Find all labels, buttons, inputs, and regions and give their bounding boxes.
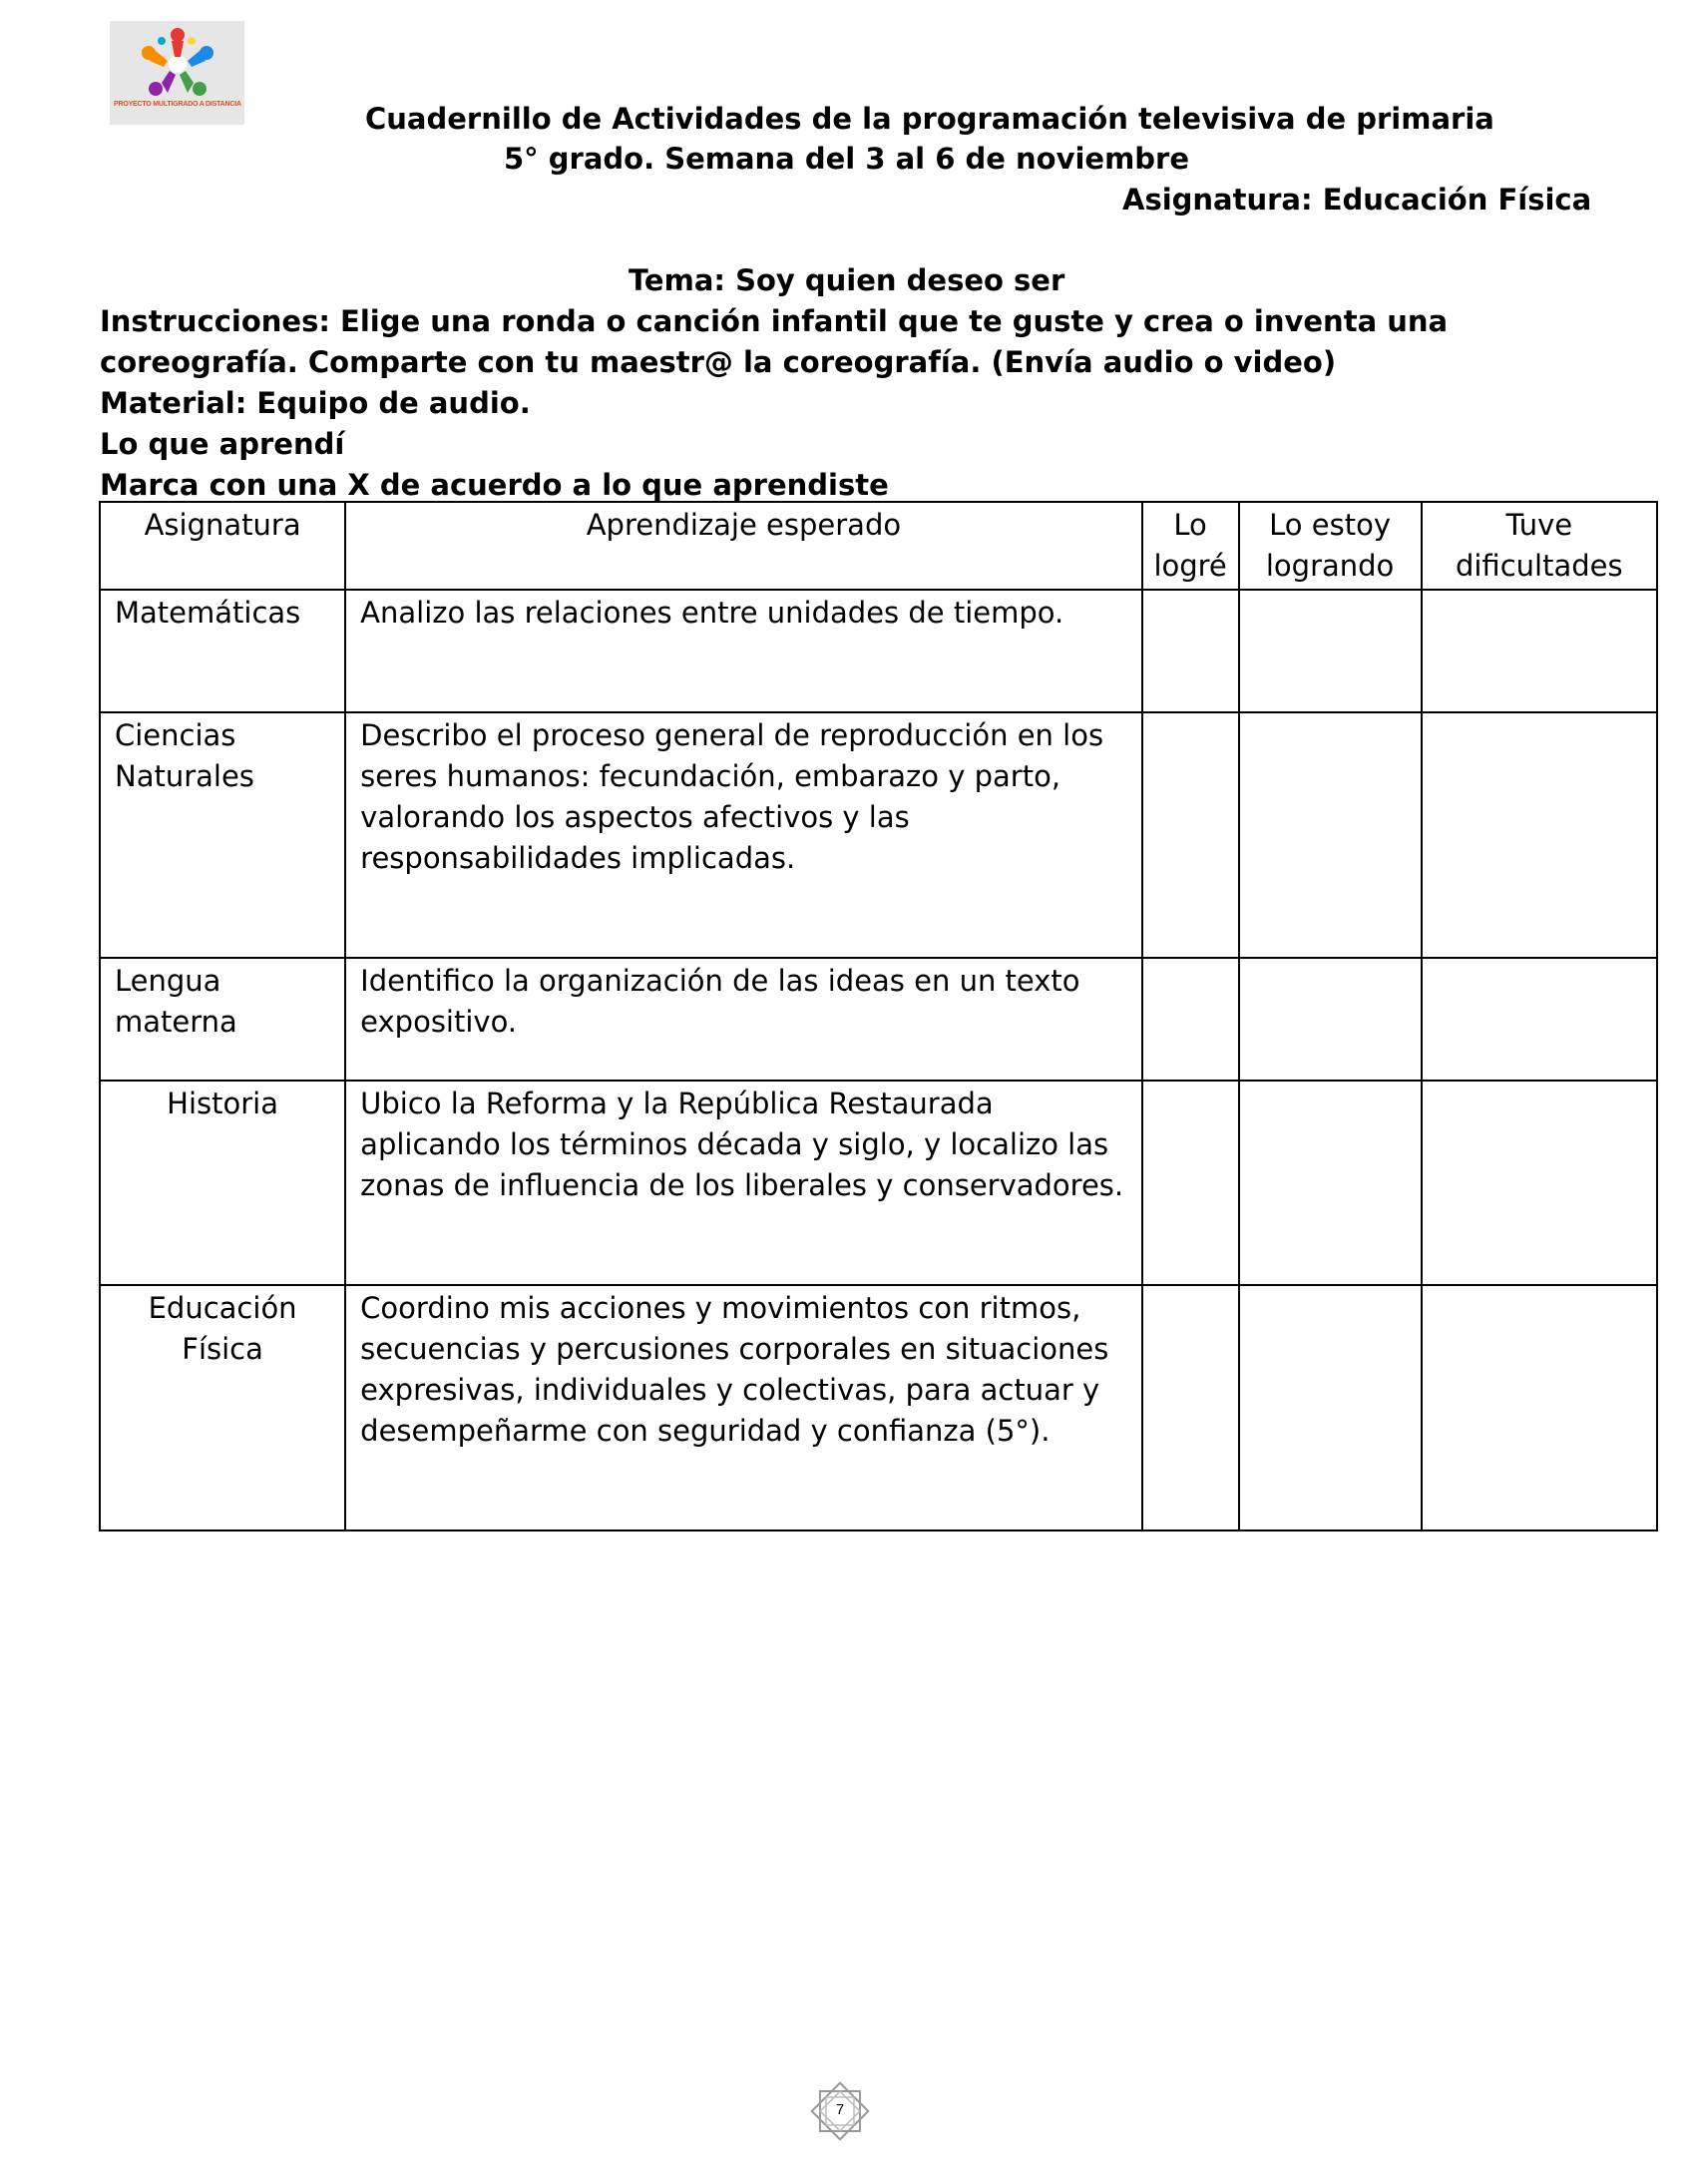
mark-instruction: Marca con una X de acuerdo a lo que aprendiste (100, 468, 889, 502)
subject-cell: Historia (100, 1081, 345, 1285)
topic-title: Tema: Soy quien deseo ser (629, 263, 1065, 297)
instructions-line-1: Instrucciones: Elige una ronda o canción infantil que te guste y crea o inventa una (100, 304, 1449, 338)
material-line: Material: Equipo de audio. (100, 386, 531, 420)
logo-caption: PROYECTO MULTIGRADO A DISTANCIA (114, 101, 241, 108)
difficulties-checkbox-cell[interactable] (1422, 1081, 1657, 1285)
header-achieved-column: Lo logré (1142, 502, 1239, 590)
table-row (100, 1285, 1657, 1530)
header-subject: Asignatura: Educación Física (1122, 183, 1592, 217)
header-in-progress-column: Lo estoy logrando (1239, 502, 1422, 590)
subject-cell: Lengua materna (100, 958, 345, 1081)
learning-cell: Coordino mis acciones y movimientos con ritmos, secuencias y percusiones corporales en situaciones expresivas, individuales y colectivas, para actuar y desempeñarme con seguridad y confianza (5°). (345, 1285, 1141, 1530)
achieved-checkbox-cell[interactable] (1142, 712, 1239, 958)
page-number-badge (796, 2075, 884, 2147)
learned-heading: Lo que aprendí (100, 427, 345, 461)
table-header-row (100, 502, 1657, 590)
program-logo (110, 21, 244, 125)
subject-cell: Ciencias Naturales (100, 712, 345, 958)
difficulties-checkbox-cell[interactable] (1422, 590, 1657, 712)
in-progress-checkbox-cell[interactable] (1239, 958, 1422, 1081)
subject-cell: Matemáticas (100, 590, 345, 712)
achieved-checkbox-cell[interactable] (1142, 1285, 1239, 1530)
learning-cell: Analizo las relaciones entre unidades de tiempo. (345, 590, 1141, 712)
difficulties-checkbox-cell[interactable] (1422, 712, 1657, 958)
page-number: 7 (835, 2101, 845, 2118)
achieved-checkbox-cell[interactable] (1142, 590, 1239, 712)
header-grade-week: 5° grado. Semana del 3 al 6 de noviembre (504, 142, 1190, 176)
learning-cell: Ubico la Reforma y la República Restaurada aplicando los términos década y siglo, y localizo las zonas de influencia de los liberales y conservadores. (345, 1081, 1141, 1285)
in-progress-checkbox-cell[interactable] (1239, 1081, 1422, 1285)
in-progress-checkbox-cell[interactable] (1239, 590, 1422, 712)
table-row (100, 712, 1657, 958)
header-subject-column: Asignatura (100, 502, 345, 590)
difficulties-checkbox-cell[interactable] (1422, 958, 1657, 1081)
header-difficulties-column: Tuve dificultades (1422, 502, 1657, 590)
learning-evaluation-table (99, 501, 1658, 1531)
people-star-logo-icon (132, 27, 223, 101)
table-row (100, 958, 1657, 1081)
table-row (100, 590, 1657, 712)
instructions-line-2: coreografía. Comparte con tu maestr@ la coreografía. (Envía audio o video) (100, 345, 1337, 379)
learning-cell: Identifico la organización de las ideas en un texto expositivo. (345, 958, 1141, 1081)
header-learning-column: Aprendizaje esperado (345, 502, 1141, 590)
header-title: Cuadernillo de Actividades de la programación televisiva de primaria (365, 102, 1494, 136)
in-progress-checkbox-cell[interactable] (1239, 712, 1422, 958)
instructions-block (100, 301, 1448, 506)
in-progress-checkbox-cell[interactable] (1239, 1285, 1422, 1530)
achieved-checkbox-cell[interactable] (1142, 1081, 1239, 1285)
difficulties-checkbox-cell[interactable] (1422, 1285, 1657, 1530)
achieved-checkbox-cell[interactable] (1142, 958, 1239, 1081)
learning-cell: Describo el proceso general de reproducción en los seres humanos: fecundación, embarazo y parto, valorando los aspectos afectivos y las responsabilidades implicadas. (345, 712, 1141, 958)
table-row (100, 1081, 1657, 1285)
subject-cell: Educación Física (100, 1285, 345, 1530)
